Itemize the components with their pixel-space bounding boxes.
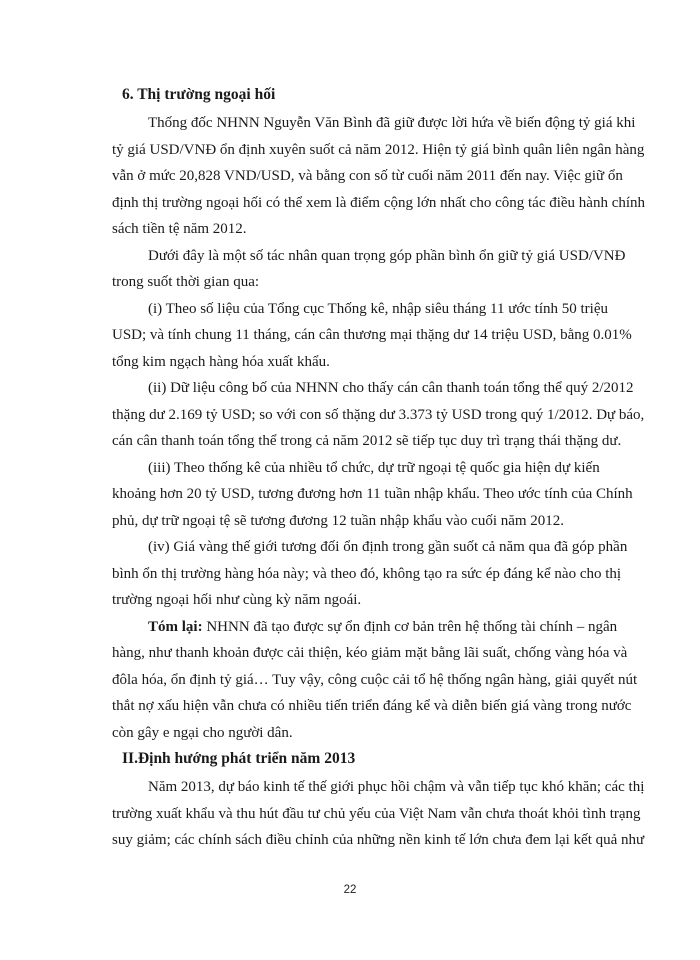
text-line: còn gây e ngại cho người dân. [112,724,293,741]
text-line: Năm 2013, dự báo kinh tế thế giới phục hồi chậm và vẫn tiếp tục khó khăn; các thị [148,779,645,795]
text-line: trường xuất khẩu và thu hút đầu tư chủ yếu của Việt Nam vẫn chưa thoát khỏi tình trạng [112,805,641,822]
text-line: suy giảm; các chính sách điều chỉnh của những nền kinh tế lớn chưa đem lại kết quả như [112,832,645,848]
text-line: (iii) Theo thống kê của nhiều tổ chức, dự trữ ngoại tệ quốc gia hiện dự kiến [148,459,600,476]
section-heading-development-2013: II.Định hướng phát triển năm 2013 [122,750,356,767]
text-line: hàng, như thanh khoản được cải thiện, kéo giảm mặt bằng lãi suất, chống vàng hóa và [112,645,628,661]
summary-lead: Tóm lại: [148,618,203,635]
page-number: 22 [343,884,357,896]
text-line: (iv) Giá vàng thế giới tương đối ổn định trong gần suốt cả năm qua đã góp phần [148,539,628,555]
text-line: Dưới đây là một số tác nhân quan trọng góp phần bình ổn giữ tỷ giá USD/VNĐ [148,247,626,264]
text-line: USD; và tính chung 11 tháng, cán cân thương mại thặng dư 14 triệu USD, bằng 0.01% [112,327,632,343]
text-line: sách tiền tệ năm 2012. [112,221,247,237]
text-line: trường ngoại hối như cùng kỳ năm ngoái. [112,592,362,608]
text-line: trong suốt thời gian qua: [112,274,260,290]
paragraph-item-iii [112,455,633,535]
summary-text: NHNN đã tạo được sự ổn định cơ bản trên hệ thống tài chính – ngân [202,618,618,635]
text-line: tổng kim ngạch hàng hóa xuất khẩu. [112,353,330,370]
paragraph-forecast-2013 [112,774,645,854]
paragraph-summary [112,614,638,747]
text-line: thặng dư 2.169 tỷ USD; so với con số thặng dư 3.373 tỷ USD trong quý 1/2012. Dự báo, [112,406,645,423]
text-line: cán cân thanh toán tổng thể trong cả năm 2012 sẽ tiếp tục duy trì trạng thái thặng dư. [112,433,622,449]
text-line: bình ổn thị trường hàng hóa này; và theo đó, không tạo ra sức ép đáng kể nào cho thị [112,565,622,582]
paragraph-item-i [112,296,632,376]
text-line: khoảng hơn 20 tỷ USD, tương đương hơn 11 tuần nhập khẩu. Theo ước tính của Chính [112,486,633,502]
text-line: định thị trường ngoại hối có thể xem là điểm cộng lớn nhất cho công tác điều hành chính [112,194,646,211]
text-line: (i) Theo số liệu của Tổng cục Thống kê, nhập siêu tháng 11 ước tính 50 triệu [148,300,608,317]
text-line: phủ, dự trữ ngoại tệ sẽ tương đương 12 tuần nhập khẩu vào cuối năm 2012. [112,512,565,529]
text-line: thắt nợ xấu hiện vẫn chưa có nhiều tiến triển đáng kể và diễn biến giá vàng trong nước [112,698,632,714]
paragraph-factors-intro [112,243,626,296]
text-line: vẫn ở mức 20,828 VND/USD, và bằng con số từ cuối năm 2011 đến nay. Việc giữ ổn [112,168,623,184]
text-line: tỷ giá USD/VNĐ ổn định xuyên suốt cả năm 2012. Hiện tỷ giá bình quân liên ngân hàng [112,141,645,158]
text-line: Thống đốc NHNN Nguyễn Văn Bình đã giữ được lời hứa về biến động tỷ giá khi [148,115,636,131]
paragraph-item-iv [112,534,628,614]
paragraph-item-ii [112,375,645,455]
page-content [112,82,646,854]
text-line: đôla hóa, ổn định tỷ giá… Tuy vậy, công cuộc cải tổ hệ thống ngân hàng, giải quyết nút [112,671,638,688]
paragraph-exchange-rate [112,110,646,243]
text-line: (ii) Dữ liệu công bố của NHNN cho thấy cán cân thanh toán tổng thể quý 2/2012 [148,380,634,396]
text-line [112,614,618,641]
section-heading-foreign-exchange: 6. Thị trường ngoại hối [122,86,276,103]
